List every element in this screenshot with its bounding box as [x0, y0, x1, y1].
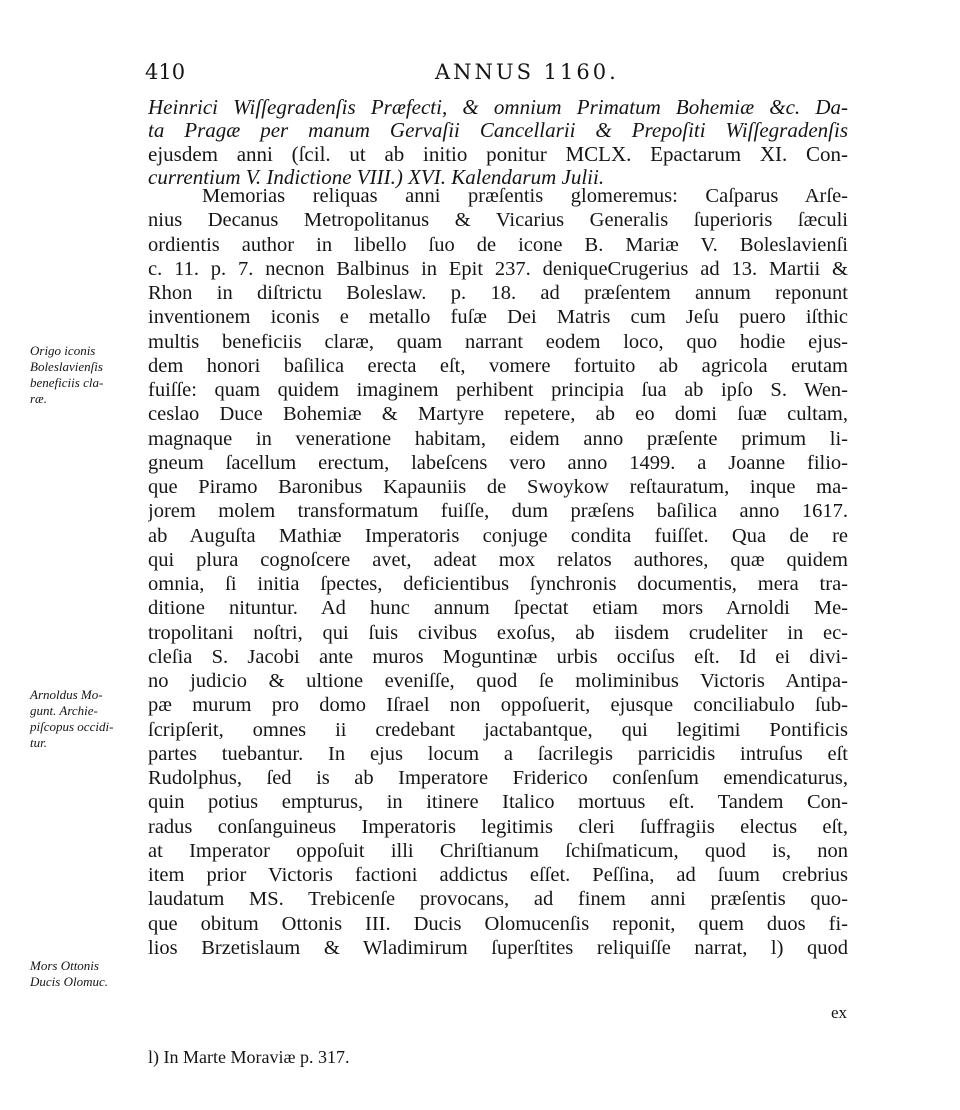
text-line: dem honori baſilica erecta eſt, vomere fortuito ab agricola erutam: [148, 354, 848, 377]
page-number: 410: [145, 60, 186, 84]
margin-note-arnoldus: [30, 687, 140, 751]
margin-note-line: Mors Ottonis: [30, 958, 99, 973]
text-line: multis beneficiis claræ, quam narrant eodem loco, quo hodie ejus-: [148, 330, 848, 353]
text-line: ab Auguſta Mathiæ Imperatoris conjuge condita fuiſſet. Qua de re: [148, 524, 848, 547]
margin-note-line: Arnoldus Mo-: [30, 687, 103, 702]
text-line: fuiſſe: quam quidem imaginem perhibent principia ſua ab ipſo S. Wen-: [148, 379, 848, 401]
text-line: partes tuebantur. In ejus locum a ſacrilegis parricidis intruſus eſt: [148, 742, 848, 765]
margin-note-line: ræ.: [30, 391, 47, 406]
text-line: ditione nituntur. Ad hunc annum ſpectat etiam mors Arnoldi Me-: [148, 597, 848, 620]
margin-note-origo: [30, 343, 140, 407]
running-title: ANNUS 1160.: [435, 60, 619, 84]
text-line: ſcripſerit, omnes ii credebant jactabantque, qui legitimi Pontificis: [148, 718, 848, 741]
margin-note-line: beneficiis cla-: [30, 375, 104, 390]
text-line: magnaque in veneratione habitam, eidem anno præſente primum li-: [148, 427, 848, 450]
text-line: cleſia S. Jacobi ante muros Moguntinæ urbis occiſus eſt. Id ei divi-: [148, 645, 848, 668]
text-line: jorem molem transformatum fuiſſe, dum præſens baſilica anno 1617.: [148, 500, 848, 523]
page-header: [145, 60, 845, 90]
text-line: item prior Victoris factioni addictus eſſet. Peſſina, ad ſuum crebrius: [148, 864, 848, 886]
text-line: lios Brzetislaum & Wladimirum ſuperſtites reliquiſſe narrat, l) quod: [148, 936, 848, 959]
margin-note-line: Ducis Olomuc.: [30, 974, 108, 989]
text-line: pæ murum pro domo Iſrael non oppoſuerit, ejusque conciliabulo ſub-: [148, 694, 848, 717]
text-line: ordientis author in libello ſuo de icone B. Mariæ V. Boleslavienſi: [148, 233, 848, 256]
catchword: ex: [830, 1003, 847, 1022]
text-line: tropolitani noſtri, qui ſuis civibus exoſus, ab iisdem crudeliter in ec-: [148, 621, 848, 644]
text-line: inventionem iconis e metallo fuſæ Dei Matris cum Jeſu puero iſthic: [148, 306, 848, 329]
text-line: at Imperator oppoſuit illi Chriſtianum ſchiſmaticum, quod is, non: [148, 839, 848, 862]
text-line: c. 11. p. 7. necnon Balbinus in Epit 237. deniqueCrugerius ad 13. Martii &: [148, 257, 848, 280]
text-line: ejusdem anni (ſcil. ut ab initio ponitur MCLX. Epactarum XI. Con-: [148, 142, 848, 166]
text-line: nius Decanus Metropolitanus & Vicarius Generalis ſuperioris ſæculi: [148, 209, 848, 232]
text-line: qui plura cognoſcere avet, adeat mox relatos authores, quæ quidem: [148, 548, 848, 571]
margin-note-line: tur.: [30, 735, 47, 750]
margin-note-line: Origo iconis: [30, 343, 96, 358]
text-line: Heinrici Wiſſegradenſis Præfecti, & omnium Primatum Bohemiæ &c. Da-: [148, 96, 848, 119]
footnote: l) In Marte Moraviæ p. 317.: [148, 1047, 350, 1067]
margin-note-line: piſcopus occidi-: [30, 719, 114, 734]
margin-note-line: gunt. Archie-: [30, 703, 98, 718]
margin-note-line: Boleslavienſis: [30, 359, 103, 374]
text-line: no judicio & ultione eveniſſe, quod ſe moliminibus Victoris Antipa-: [148, 670, 848, 692]
text-line: radus conſanguineus Imperatoris legitimis cleri ſuffragiis electus eſt,: [148, 815, 848, 838]
text-line: gneum ſacellum erectum, labeſcens vero anno 1499. a Joanne filio-: [148, 451, 848, 474]
text-line: ta Pragæ per manum Gervaſii Cancellarii & Prepoſiti Wiſſegradenſis: [148, 119, 848, 143]
text-line: quin potius empturus, in itinere Italico mortuus eſt. Tandem Con-: [148, 791, 848, 814]
text-line: ceslao Duce Bohemiæ & Martyre repetere, ab eo domi ſuæ cultam,: [148, 403, 848, 426]
text-line: Rudolphus, ſed is ab Imperatore Friderico conſenſum emendicaturus,: [148, 767, 848, 789]
text-line: Rhon in diſtrictu Boleslaw. p. 18. ad præſentem annum reponunt: [148, 282, 848, 304]
text-line: Memorias reliquas anni præſentis glomeremus: Caſparus Arſe-: [202, 185, 848, 207]
text-line: currentium V. Indictione VIII.) XVI. Kalendarum Julii.: [148, 166, 605, 190]
main-paragraph: [148, 184, 848, 960]
intro-paragraph: [148, 96, 848, 190]
text-line: omnia, ſi initia ſpectes, deficientibus ſynchronis documentis, mera tra-: [148, 573, 848, 595]
text-line: que obitum Ottonis III. Ducis Olomucenſis reponit, quem duos fi-: [148, 912, 848, 935]
margin-note-mors: [30, 958, 140, 990]
text-line: laudatum MS. Trebicenſe provocans, ad finem anni præſentis quo-: [148, 888, 848, 911]
text-line: que Piramo Baronibus Kapauniis de Swoykow reſtauratum, inque ma-: [148, 476, 848, 498]
